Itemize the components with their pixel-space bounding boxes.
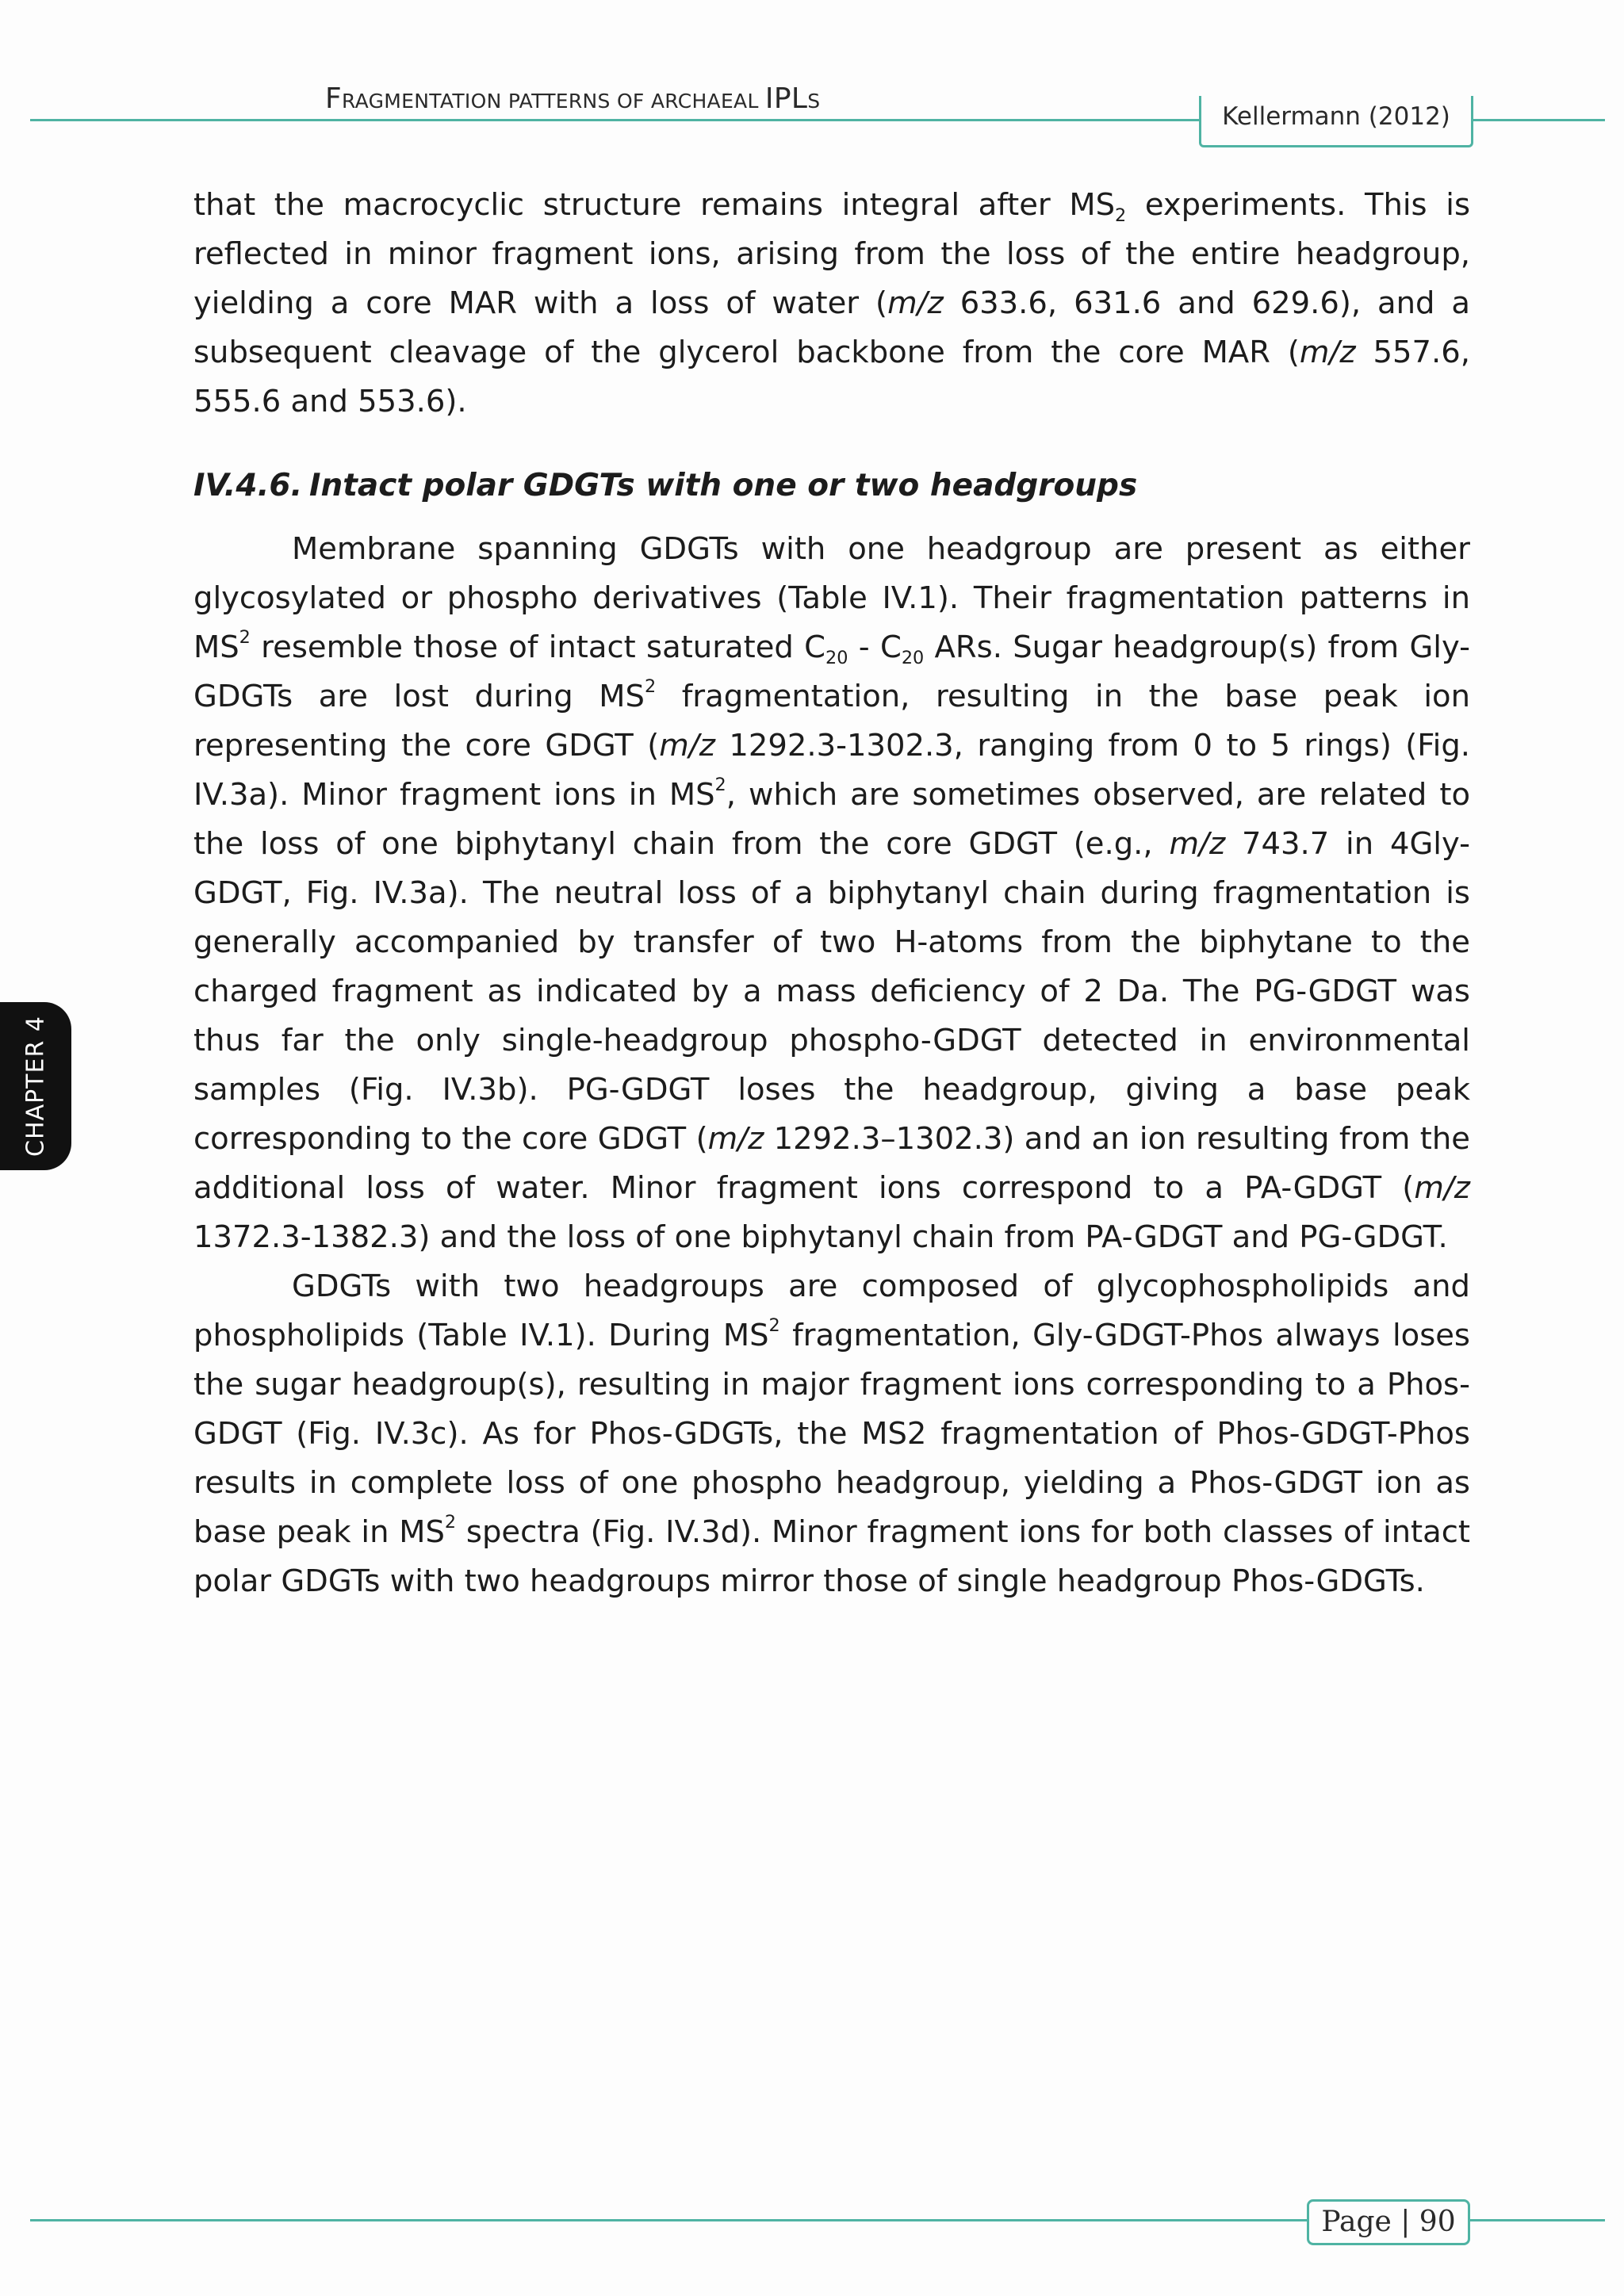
page-number: Page | 90: [1307, 2199, 1470, 2245]
chapter-label: CHAPTER 4: [21, 1016, 50, 1157]
running-header-title: FRAGMENTATION PATTERNS OF ARCHAEAL IPLS: [325, 82, 821, 115]
section-title: Intact polar GDGTs with one or two headgroups: [309, 468, 1138, 503]
header-author-tab: [1199, 96, 1473, 147]
paragraph-2: Membrane spanning GDGTs with one headgroup are present as either glycosylated or phospho derivatives (Table IV.1). Their fragmentation patterns in $MS^2$ resemble those of intact saturated $C_{20} - C_{20}$ ARs. Sugar headgroup(s) from Gly-GDGTs are lost during $MS^2$ fragmentation, resulting in the base peak ion representing the core GDGT (m/z 1292.3-1302.3, ranging from 0 to 5 rings) (Fig. IV.3a). Minor fragment ions in $MS^2$, which are sometimes observed, are related to the loss of one biphytanyl chain from the core GDGT (e.g., m/z 743.7 in 4Gly-GDGT, Fig. IV.3a). The neutral loss of a biphytanyl chain during fragmentation is generally accompanied by transfer of two H-atoms from the biphytane to the charged fragment as indicated by a mass deficiency of 2 Da. The PG-GDGT was thus far the only single-headgroup phospho-GDGT detected in environmental samples (Fig. IV.3b). PG-GDGT loses the headgroup, giving a base peak corresponding to the core GDGT (m/z 1292.3–1302.3) and an ion resulting from the additional loss of water. Minor fragment ions correspond to a PA-GDGT (m/z 1372.3-1382.3) and the loss of one biphytanyl chain from PA-GDGT and PG-GDGT.: [193, 531, 1471, 1255]
page-body: [193, 181, 1470, 1606]
paragraph-1: that the macrocyclic structure remains integral after $MS_2$ experiments. This is reflected in minor fragment ions, arising from the loss of the entire headgroup, yielding a core MAR with a loss of water (m/z 633.6, 631.6 and 629.6), and a subsequent cleavage of the glycerol backbone from the core MAR (m/z 557.6, 555.6 and 553.6).: [193, 187, 1470, 419]
chapter-side-tab: [0, 1002, 71, 1170]
section-heading: [193, 461, 1470, 511]
header-author: Kellermann (2012): [1222, 102, 1450, 131]
paragraph-3: GDGTs with two headgroups are composed of glycophospholipids and phospholipids (Table IV.1). During $MS^2$ fragmentation, Gly-GDGT-Phos always loses the sugar headgroup(s), resulting in major fragment ions corresponding to a Phos-GDGT (Fig. IV.3c). As for Phos-GDGTs, the MS2 fragmentation of Phos-GDGT-Phos results in complete loss of one phospho headgroup, yielding a Phos-GDGT ion as base peak in $MS^2$ spectra (Fig. IV.3d). Minor fragment ions for both classes of intact polar GDGTs with two headgroups mirror those of single headgroup Phos-GDGTs.: [193, 1269, 1470, 1599]
section-number: IV.4.6.: [193, 468, 303, 503]
